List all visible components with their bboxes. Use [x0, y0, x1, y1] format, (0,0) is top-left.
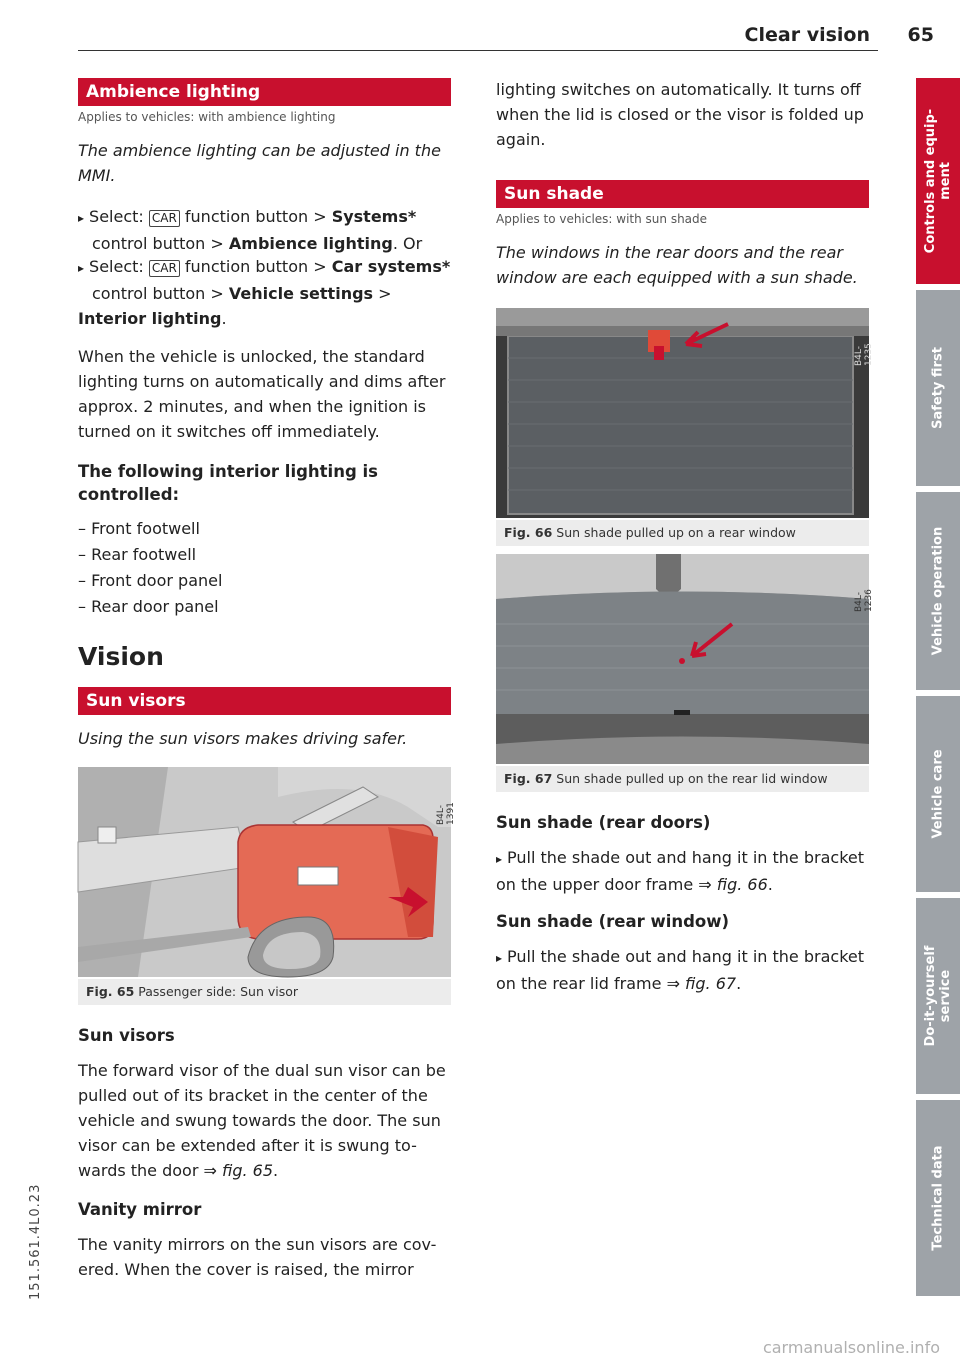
tab-do-it-yourself-service[interactable]: Do-it-yourself service	[916, 898, 960, 1094]
fig-66-code: B4L-1235	[854, 343, 874, 366]
vanity-heading: Vanity mirror	[78, 1200, 202, 1219]
vision-heading: Vision	[78, 642, 164, 671]
fig-67-reference[interactable]: ⇒ fig. 67	[666, 974, 737, 993]
sunshade-applies: Applies to vehicles: with sun shade	[496, 212, 708, 226]
rear-door-sunshade-illustration	[496, 308, 869, 518]
section-ambience-title: Ambience lighting	[78, 78, 451, 106]
sunshade-lead: The windows in the rear doors and the rear window are each equipped with a sun shade.	[496, 243, 858, 287]
list-item: – Front footwell	[78, 519, 200, 538]
bullet-icon	[496, 947, 507, 966]
list-item: – Rear door panel	[78, 597, 219, 616]
fig-67-image	[496, 554, 874, 764]
fig-66-reference[interactable]: ⇒ fig. 66	[698, 875, 768, 894]
section-sunshade-title: Sun shade	[496, 180, 869, 208]
ambience-paragraph: When the vehicle is unlocked, the standard lighting turns on automatically and dims after approx. 2 minutes, and when the ignition is turned on it switches off immediately.	[78, 347, 446, 441]
tab-vehicle-care[interactable]: Vehicle care	[916, 696, 960, 892]
watermark: carmanualsonline.info	[762, 1338, 940, 1357]
controlled-heading: The following interior lighting is controlled:	[78, 462, 378, 504]
fig-66-image	[496, 308, 874, 518]
fig-65-caption: Fig. 65 Passenger side: Sun visor	[78, 979, 451, 1005]
sun-visor-illustration	[78, 767, 451, 977]
bullet-icon	[78, 207, 89, 226]
list-item: – Rear footwell	[78, 545, 197, 564]
bullet-icon	[496, 848, 507, 867]
tab-controls-and-equipment[interactable]: Controls and equip- ment	[916, 78, 960, 284]
fig-67-code: B4L-1236	[854, 589, 874, 612]
document-code: 151.561.4L0.23	[28, 1183, 43, 1300]
vanity-paragraph: The vanity mirrors on the sun visors are cov- ered. When the cover is raised, the mirror	[78, 1235, 437, 1279]
ambience-step-1: ▸ Select: CAR function button > Systems* control button > Ambience lighting. Or	[78, 204, 458, 256]
rear-window-step: ▸ Pull the shade out and hang it in the bracket on the rear lid frame ⇒ fig. 67.	[496, 944, 871, 996]
sunvisors-lead: Using the sun visors makes driving safer.	[78, 729, 408, 748]
rear-window-heading: Sun shade (rear window)	[496, 912, 730, 931]
header-rule	[78, 50, 878, 51]
ambience-applies: Applies to vehicles: with ambience lighting	[78, 110, 336, 124]
tab-technical-data[interactable]: Technical data	[916, 1100, 960, 1296]
fig-67-caption: Fig. 67 Sun shade pulled up on the rear lid window	[496, 766, 869, 792]
sunvisors-paragraph: The forward visor of the dual sun visor can be pulled out of its bracket in the center of the vehicle and swung towards the door. The sun visor can be extended after it is swung to- wards the door ⇒ fig. 65.	[78, 1061, 446, 1180]
fig-65-code: B4L-1391	[436, 802, 456, 825]
running-header-title: Clear vision	[744, 24, 870, 46]
ambience-step-2: ▸ Select: CAR function button > Car systems* control button > Vehicle settings > Interior lighting.	[78, 254, 458, 331]
tab-vehicle-operation[interactable]: Vehicle operation	[916, 492, 960, 690]
ambience-lead: The ambience lighting can be adjusted in the MMI.	[78, 141, 441, 185]
fig-65-image	[78, 767, 456, 977]
fig-65-reference[interactable]: ⇒ fig. 65	[203, 1161, 274, 1180]
page-number: 65	[907, 24, 934, 46]
section-sunvisors-title: Sun visors	[78, 687, 451, 715]
rear-doors-step: ▸ Pull the shade out and hang it in the bracket on the upper door frame ⇒ fig. 66.	[496, 845, 871, 897]
car-key: CAR	[149, 260, 180, 277]
tab-safety-first[interactable]: Safety first	[916, 290, 960, 486]
fig-66-caption: Fig. 66 Sun shade pulled up on a rear window	[496, 520, 869, 546]
bullet-icon	[78, 257, 89, 276]
rear-window-sunshade-illustration	[496, 554, 869, 764]
rear-doors-heading: Sun shade (rear doors)	[496, 813, 711, 832]
sunvisors-heading: Sun visors	[78, 1026, 175, 1045]
car-key: CAR	[149, 210, 180, 227]
list-item: – Front door panel	[78, 571, 223, 590]
continued-paragraph: lighting switches on automatically. It turns off when the lid is closed or the visor is folded up again.	[496, 80, 864, 149]
